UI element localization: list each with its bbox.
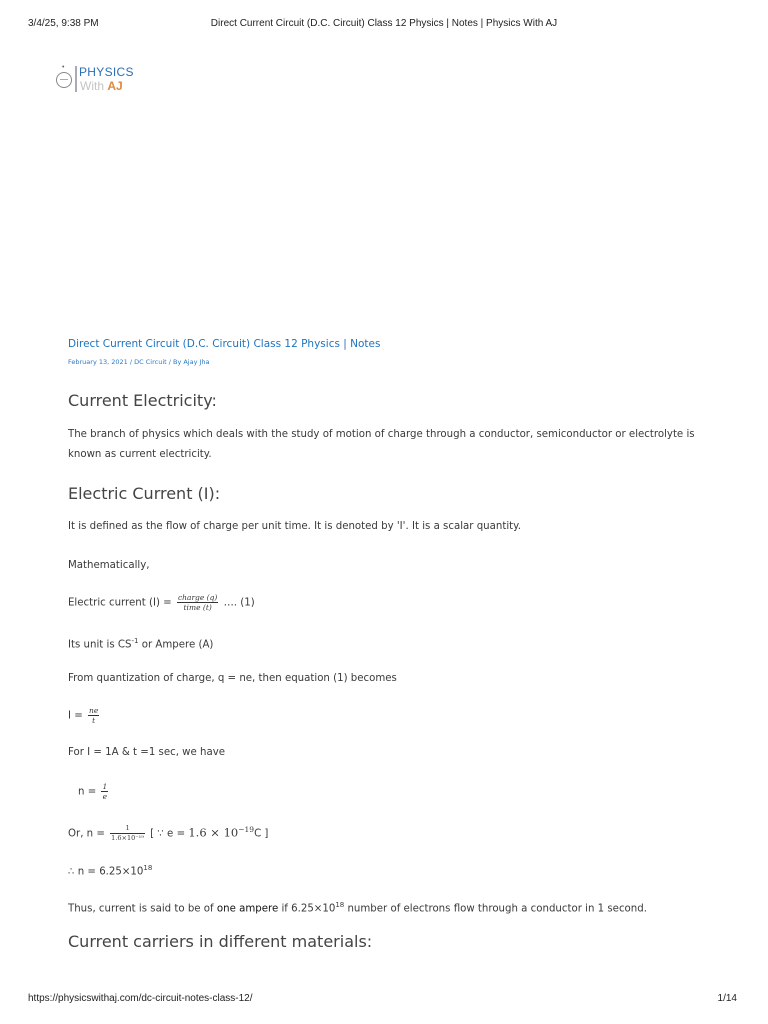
print-footer [0, 993, 768, 1009]
or-fraction [110, 824, 145, 843]
n-numerator: 1 [102, 782, 108, 791]
current-electricity-text: The branch of physics which deals with the study of motion of charge through a conductor, semiconductor or electrolyte is known as current electricity. [68, 429, 695, 460]
therefore-exponent: 18 [143, 864, 153, 872]
print-date: 3/4/25, 9:38 PM [28, 18, 99, 29]
i-fraction [88, 706, 99, 725]
site-logo[interactable] [54, 64, 164, 96]
or-prefix: Or, n = [68, 828, 105, 840]
unit-prefix: Its unit is CS [68, 639, 132, 651]
heading-electric-current: Electric Current (I): [68, 484, 221, 503]
print-title: Direct Current Circuit (D.C. Circuit) Class 12 Physics | Notes | Physics With AJ [210, 18, 558, 29]
mathematically-label: Mathematically, [68, 560, 150, 571]
thus-exponent: 18 [335, 901, 345, 909]
logo-text-with: With [80, 79, 104, 93]
print-page-number: 1/14 [717, 993, 737, 1004]
logo-text-with-aj [80, 79, 123, 93]
post-title-link[interactable]: Direct Current Circuit (D.C. Circuit) Class 12 Physics | Notes [68, 338, 381, 350]
equation-or-n [68, 820, 718, 844]
eq1-denominator: time (t) [183, 603, 212, 612]
thus-text [68, 895, 718, 919]
logo-circle-icon [56, 72, 72, 88]
eq1-numerator: charge (q) [177, 593, 218, 602]
for-text: For I = 1A & t =1 sec, we have [68, 747, 226, 758]
equation-i [68, 706, 718, 727]
quantization-text: From quantization of charge, q = ne, then equation (1) becomes [68, 673, 397, 684]
eq1-fraction [177, 593, 218, 612]
n-denominator: e [102, 792, 108, 801]
or-value: 1.6 × 10 [188, 825, 239, 840]
or-numerator: 1 [110, 824, 145, 834]
heading-current-electricity: Current Electricity: [68, 391, 217, 410]
or-exponent: −19 [238, 825, 255, 834]
or-denominator: 1.6×10⁻¹⁹ [111, 833, 144, 842]
logo-divider [75, 66, 77, 92]
heading-current-carriers: Current carriers in different materials: [68, 932, 373, 951]
i-denominator: t [92, 716, 96, 725]
n-fraction [101, 782, 108, 801]
unit-exponent: -1 [131, 637, 139, 645]
eq1-prefix: Electric current (I) = [68, 597, 172, 609]
logo-text-aj: AJ [107, 79, 123, 93]
electric-current-definition: It is defined as the flow of charge per unit time. It is denoted by 'I'. It is a scalar quantity. [68, 521, 521, 532]
or-bracket-open: [ ∵ e = [150, 828, 186, 840]
post-meta[interactable]: February 13, 2021 / DC Circuit / By Ajay Jha [68, 358, 210, 366]
one-ampere-link[interactable]: one ampere [216, 903, 279, 915]
or-bracket-close: C ] [254, 828, 269, 840]
eq1-suffix: …. (1) [223, 597, 255, 609]
logo-text-physics: PHYSICS [79, 65, 134, 79]
logo-atom-icon: • [62, 64, 65, 71]
n-prefix: n = [78, 786, 97, 798]
therefore-prefix: ∴ n = 6.25×10 [68, 866, 144, 878]
i-prefix: I = [68, 710, 83, 722]
thus-suffix: number of electrons flow through a conductor in 1 second. [344, 903, 647, 915]
print-url: https://physicswithaj.com/dc-circuit-notes-class-12/ [28, 993, 253, 1004]
thus-mid: if 6.25×10 [278, 903, 336, 915]
equation-n [78, 782, 728, 803]
print-header [0, 18, 768, 34]
therefore-text [68, 858, 718, 882]
i-numerator: ne [89, 706, 99, 715]
thus-prefix: Thus, current is said to be of [68, 903, 214, 915]
equation-1 [68, 593, 718, 614]
unit-suffix: or Ampere (A) [138, 639, 214, 651]
unit-text [68, 631, 718, 655]
